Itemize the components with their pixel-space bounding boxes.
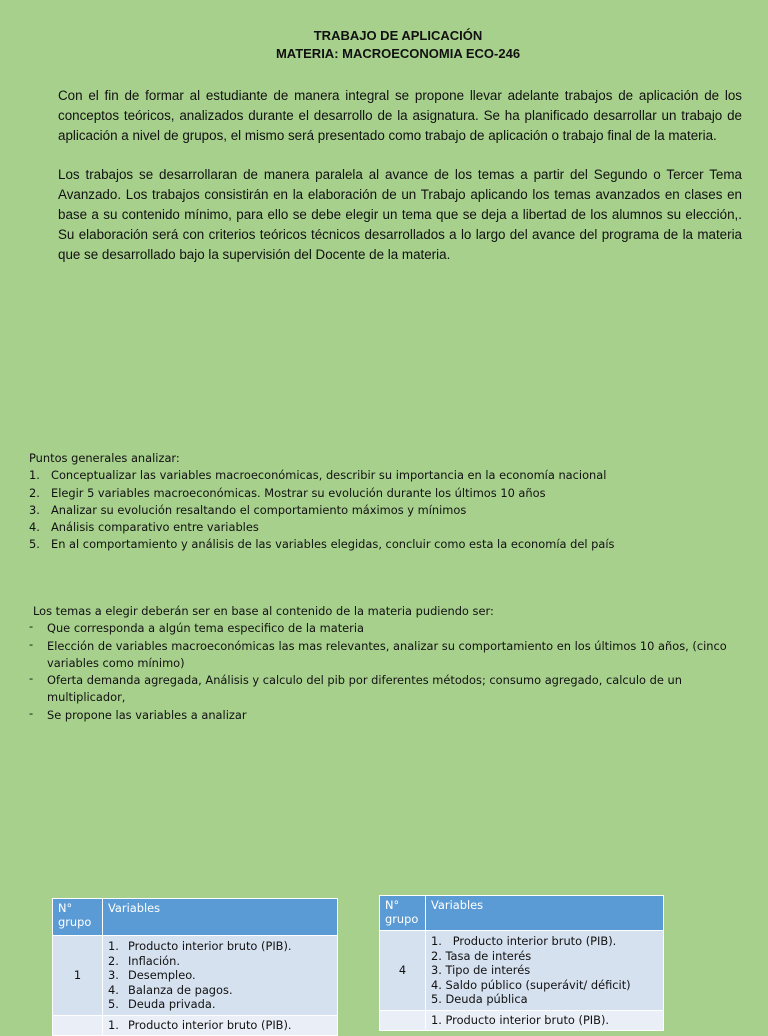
item-number: 1. bbox=[29, 468, 40, 483]
item-text: Se propone las variables a analizar bbox=[47, 707, 247, 722]
list-item bbox=[29, 536, 749, 553]
general-points bbox=[29, 450, 749, 554]
intro-paragraph-1: Con el fin de formar al estudiante de manera integral se propone llevar adelante trabajos de aplicación de los conceptos teóricos, analizados durante el desarrollo de la asignatura. Se ha planificado desarrollar un trabajo de aplicación a nivel de grupos, el mismo será presentado como trabajo de aplicación o trabajo final de la materia. bbox=[58, 88, 742, 143]
list-item bbox=[29, 502, 749, 519]
points-heading: Puntos generales analizar: bbox=[29, 451, 180, 465]
list-item bbox=[108, 939, 332, 954]
list-item: 5. Deuda pública bbox=[431, 992, 528, 1007]
item-number: 4. bbox=[108, 982, 119, 997]
variables-cell bbox=[426, 931, 664, 1011]
item-number: 2. bbox=[108, 953, 119, 968]
column-header-variables: Variables bbox=[426, 896, 664, 931]
item-text: En al comportamiento y análisis de las variables elegidas, concluir como esta la economía del país bbox=[51, 537, 615, 552]
item-text: Inflación. bbox=[128, 953, 180, 968]
group-number: 4 bbox=[380, 931, 426, 1011]
item-text: Análisis comparativo entre variables bbox=[51, 520, 259, 535]
title-line-2: MATERIA: MACROECONOMIA ECO-246 bbox=[275, 46, 521, 61]
intro-section bbox=[58, 86, 742, 284]
item-text: Que corresponda a algún tema especifico de la materia bbox=[47, 621, 364, 636]
item-number: 4. bbox=[29, 520, 40, 535]
item-text: Producto interior bruto (PIB). bbox=[128, 1018, 292, 1032]
dash-bullet: - bbox=[29, 705, 34, 720]
item-text: Elegir 5 variables macroeconómicas. Mostrar su evolución durante los últimos 10 años bbox=[51, 485, 546, 500]
dash-bullet: - bbox=[29, 619, 34, 634]
column-header-variables: Variables bbox=[103, 899, 338, 936]
group-number: 1 bbox=[53, 936, 103, 1016]
item-number: 1. bbox=[108, 1018, 119, 1032]
item-text: Deuda privada. bbox=[128, 997, 216, 1012]
points-list bbox=[29, 467, 749, 553]
list-item bbox=[29, 467, 749, 484]
column-header-group: N° grupo bbox=[380, 896, 426, 931]
item-number: 3. bbox=[29, 502, 40, 517]
table-header-row bbox=[53, 899, 338, 936]
column-header-group: N° grupo bbox=[53, 899, 103, 936]
list-item bbox=[108, 983, 332, 998]
list-item bbox=[29, 707, 749, 724]
list-item bbox=[29, 638, 749, 673]
item-text: Oferta demanda agregada, Análisis y calculo del pib por diferentes métodos; consumo agregado, calculo de un multiplicador, bbox=[47, 673, 682, 705]
table-row bbox=[53, 936, 338, 1016]
dash-bullet: - bbox=[29, 671, 34, 686]
item-number: 3. bbox=[108, 968, 119, 983]
table-row bbox=[53, 1016, 338, 1036]
topics-list bbox=[29, 620, 749, 724]
item-text: Analizar su evolución resaltando el comportamiento máximos y mínimos bbox=[51, 502, 467, 517]
list-item bbox=[29, 485, 749, 502]
list-item bbox=[108, 1018, 332, 1033]
list-item bbox=[108, 954, 332, 969]
list-item bbox=[108, 968, 332, 983]
list-item: 2. Tasa de interés bbox=[431, 948, 532, 963]
variables-list bbox=[108, 939, 332, 1012]
list-item bbox=[29, 620, 749, 637]
list-item bbox=[29, 672, 749, 707]
list-item: 1. Producto interior bruto (PIB). bbox=[431, 934, 617, 949]
item-number: 5. bbox=[108, 997, 119, 1012]
table-row bbox=[380, 931, 664, 1011]
variables-cell bbox=[103, 1016, 338, 1036]
item-text: Conceptualizar las variables macroeconómicas, describir su importancia en la economía nacional bbox=[51, 468, 607, 483]
group-number bbox=[53, 1016, 103, 1036]
table-row bbox=[380, 1011, 664, 1031]
item-text: Desempleo. bbox=[128, 968, 196, 983]
topics-heading: Los temas a elegir deberán ser en base al contenido de la materia pudiendo ser: bbox=[33, 604, 494, 618]
dash-bullet: - bbox=[29, 636, 34, 651]
item-number: 1. bbox=[108, 939, 119, 954]
list-item: 4. Saldo público (superávit/ déficit) bbox=[431, 977, 631, 992]
item-number: 2. bbox=[29, 485, 40, 500]
item-text: Producto interior bruto (PIB). bbox=[128, 939, 292, 954]
item-number: 5. bbox=[29, 537, 40, 552]
topics-section bbox=[29, 603, 749, 724]
list-item bbox=[108, 997, 332, 1012]
item-text: Balanza de pagos. bbox=[128, 982, 233, 997]
list-item bbox=[29, 519, 749, 536]
variables-cell bbox=[426, 1011, 664, 1031]
groups-table-right bbox=[379, 895, 664, 1031]
title-line-1: TRABAJO DE APLICACIÓN bbox=[313, 28, 483, 43]
list-item: 3. Tipo de interés bbox=[431, 963, 531, 978]
variables-cell bbox=[103, 936, 338, 1016]
groups-table-left bbox=[52, 898, 338, 1036]
group-number bbox=[380, 1011, 426, 1031]
variables-list bbox=[108, 1018, 332, 1033]
table-header-row bbox=[380, 896, 664, 931]
intro-paragraph-2: Los trabajos se desarrollaran de manera paralela al avance de los temas a partir del Segundo o Tercer Tema Avanzado. Los trabajos consistirán en la elaboración de un Trabajo aplicando los temas avanzados en clases en base a su contenido mínimo, para ello se debe elegir un tema que se deja a libertad de los alumnos su elección,. Su elaboración será con criterios teóricos técnicos desarrollados a lo largo del avance del programa de la materia que se desarrollado bajo la supervisión del Docente de la materia. bbox=[58, 167, 742, 262]
document-title bbox=[0, 27, 768, 63]
list-item: 1. Producto interior bruto (PIB). bbox=[431, 1013, 610, 1027]
item-text: Elección de variables macroeconómicas las mas relevantes, analizar su comportamiento en los últimos 10 años, (cinco variables como mínimo) bbox=[47, 638, 727, 670]
